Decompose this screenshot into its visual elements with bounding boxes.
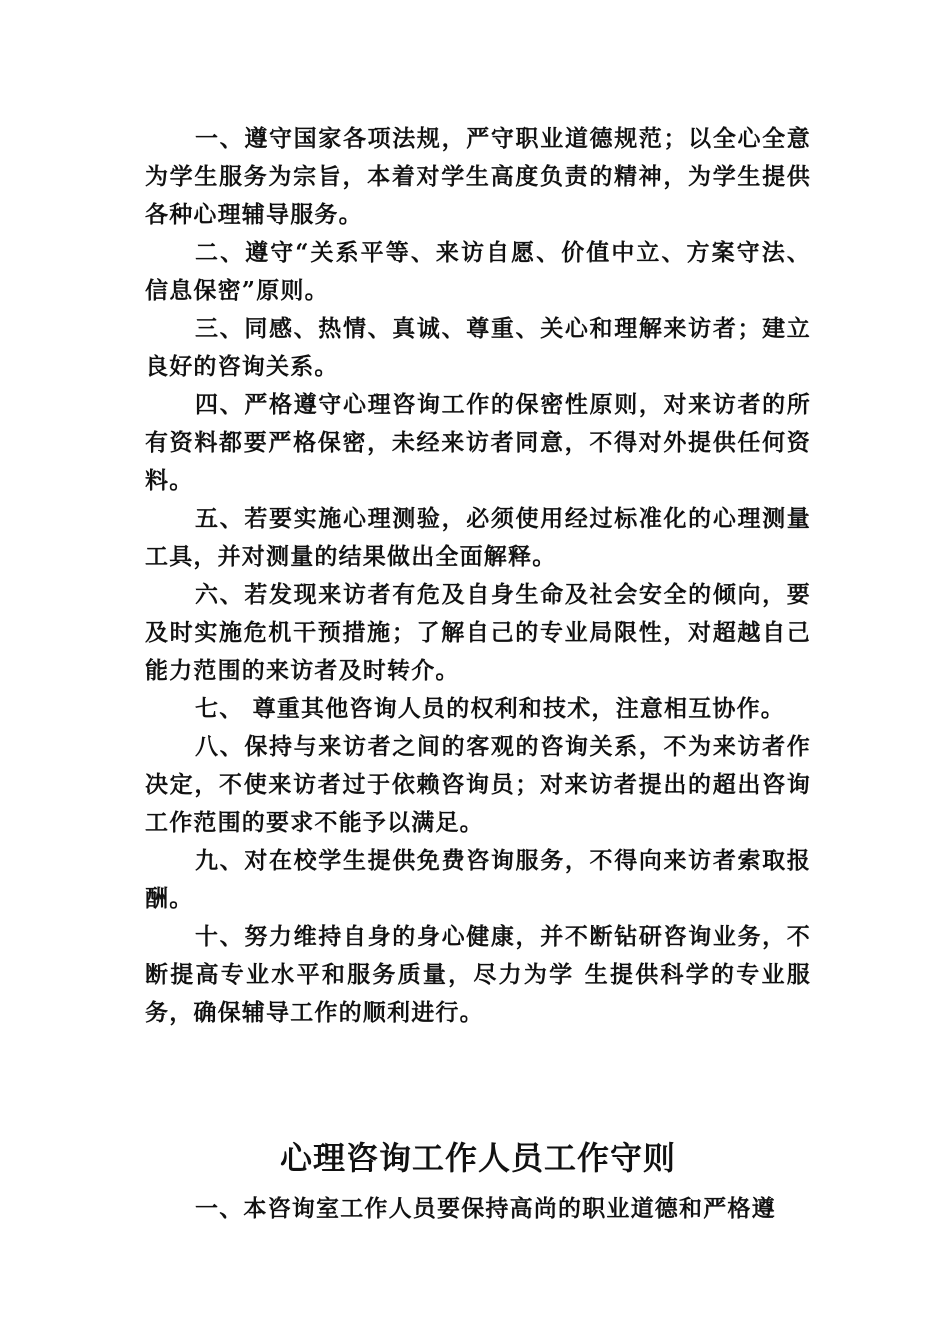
rule-3: 三、同感、热情、真诚、尊重、关心和理解来访者；建立良好的咨询关系。 (145, 315, 811, 380)
section2-rule-1: 一、本咨询室工作人员要保持高尚的职业道德和严格遵 (195, 1195, 776, 1222)
rule-4: 四、严格遵守心理咨询工作的保密性原则，对来访者的所有资料都要严格保密，未经来访者同意，不得对外提供任何资料。 (145, 391, 811, 494)
section2-body (145, 1190, 811, 1228)
rule-7: 七、 尊重其他咨询人员的权利和技术，注意相互协作。 (195, 695, 786, 722)
rule-9: 九、对在校学生提供免费咨询服务，不得向来访者索取报酬。 (145, 847, 811, 912)
rules-list (145, 120, 811, 1032)
rule-8: 八、保持与来访者之间的客观的咨询关系，不为来访者作决定，不使来访者过于依赖咨询员；对来访者提出的超出咨询工作范围的要求不能予以满足。 (145, 733, 811, 836)
rule-5: 五、若要实施心理测验，必须使用经过标准化的心理测量工具，并对测量的结果做出全面解释。 (145, 505, 811, 570)
rule-2: 二、遵守“关系平等、来访自愿、价值中立、方案守法、信息保密”原则。 (145, 239, 811, 304)
rule-1: 一、遵守国家各项法规，严守职业道德规范；以全心全意为学生服务为宗旨，本着对学生高度负责的精神，为学生提供各种心理辅导服务。 (145, 125, 811, 228)
section-title: 心理咨询工作人员工作守则 (279, 1139, 676, 1177)
rule-6: 六、若发现来访者有危及自身生命及社会安全的倾向，要及时实施危机干预措施；了解自己的专业局限性，对超越自己能力范围的来访者及时转介。 (145, 581, 811, 684)
rule-10: 十、努力维持自身的身心健康，并不断钻研咨询业务，不断提高专业水平和服务质量，尽力为学 生提供科学的专业服务，确保辅导工作的顺利进行。 (145, 923, 811, 1026)
